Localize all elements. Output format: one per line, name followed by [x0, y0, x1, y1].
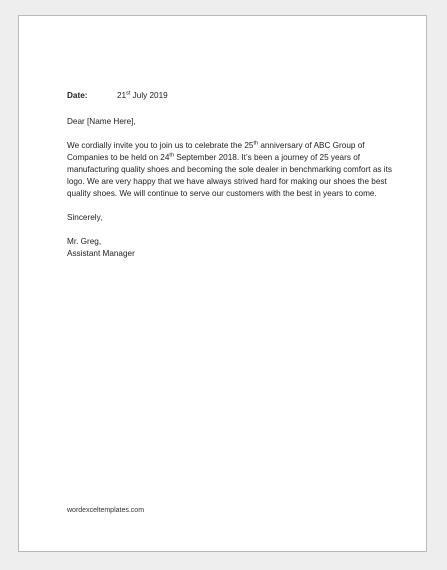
letter-body — [67, 140, 401, 200]
body-sup-2: th — [169, 152, 175, 159]
date-line — [67, 90, 407, 102]
body-sup-1: th — [253, 140, 259, 147]
closing: Sincerely, — [67, 213, 103, 222]
date-label: Date: — [67, 91, 88, 100]
date-suffix: st — [126, 90, 131, 97]
signature-block — [67, 236, 407, 260]
letter-content — [67, 90, 407, 260]
body-text-3: September 2018. It’s been a journey of 25 years of manufacturing quality shoes and becoming the sole dealer in benchmarking comfort as its logo. We are very happy that we have always strived hard for making our shoes the best quality shoes. We will continue to serve our customers with the best in years to come. — [67, 153, 392, 198]
document-page — [18, 15, 427, 552]
date-month-year: July 2019 — [130, 91, 168, 100]
signer-name: Mr. Greg, — [67, 237, 102, 246]
date-day: 21 — [117, 91, 127, 100]
salutation: Dear [Name Here], — [67, 117, 136, 126]
body-text-2: anniversary of ABC Group of Companies to be held on 24 — [67, 141, 365, 162]
footer-site: wordexceltemplates.com — [67, 507, 145, 514]
body-text-1: We cordially invite you to join us to celebrate the 25 — [67, 141, 254, 150]
signer-title: Assistant Manager — [67, 249, 135, 258]
